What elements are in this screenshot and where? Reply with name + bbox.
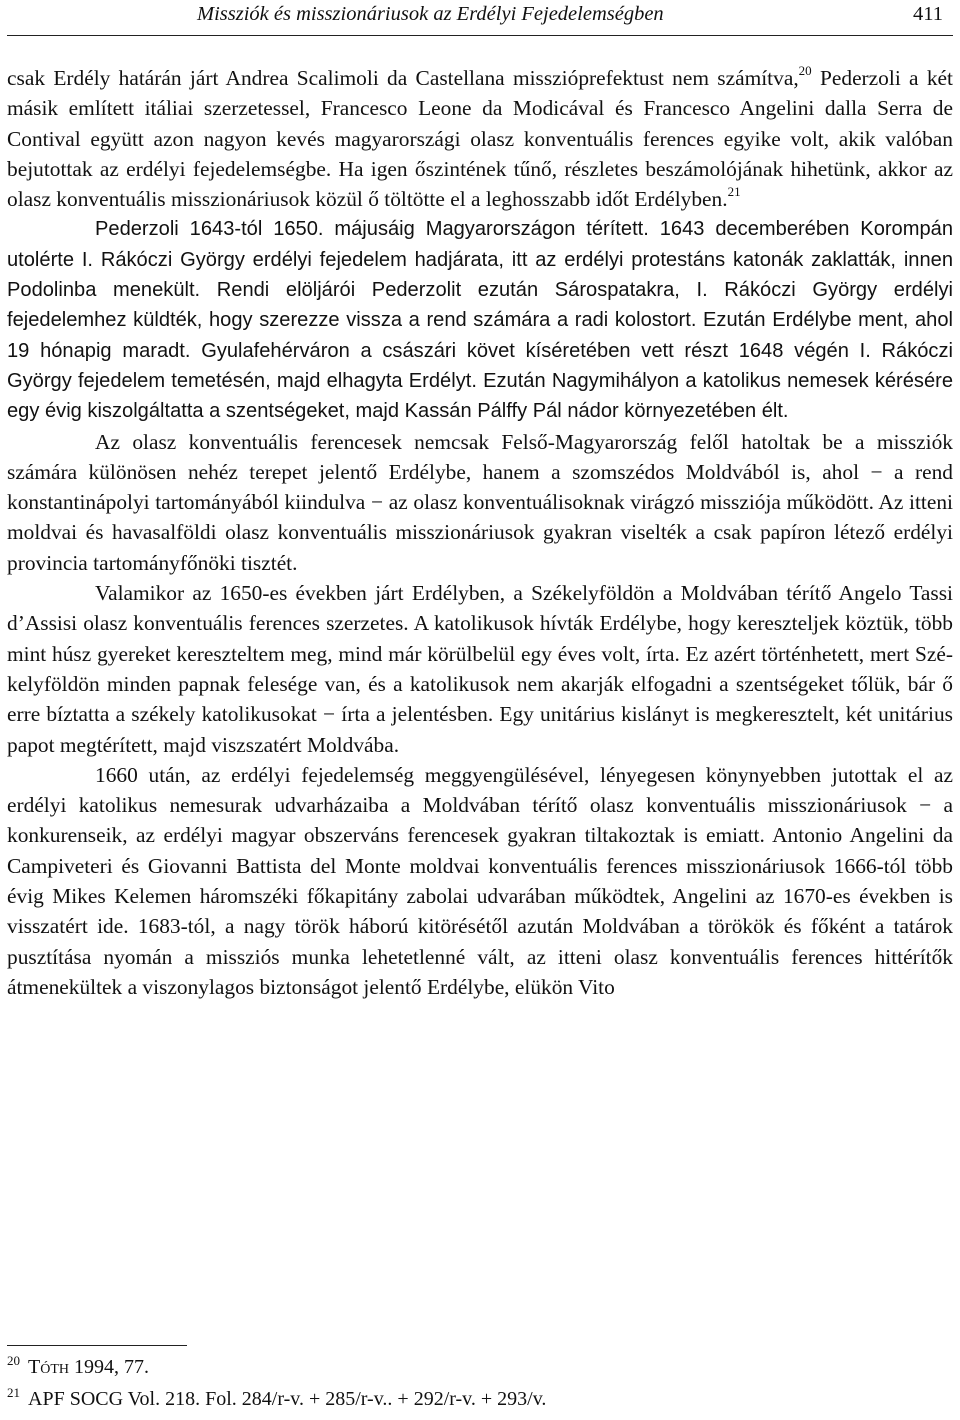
footnote-rule	[7, 1345, 187, 1346]
paragraph-4: Valamikor az 1650-es években járt Erdélyben, a Székelyföldön a Moldvában térítő Angelo Tassi d’Assisi olasz konventuális ferences szerzetes. A katolikusok hívták Erdélybe, hogy kereszteljek köztük, több mint húsz gyereket kereszteltem meg, mind már körülbelül egy éves volt, írta. Ez azért történhetett, mert Székelyföldön minden papnak felesége van, és a katolikusok nem akarják elfogadni a szentségeket tőlük, bár ő erre bíztatta a székely katolikusokat − írta a jelentésben. Egy unitárius kislányt is megkeresztelt, két unitárius papot megtérített, majd viszszatért Moldvába.	[7, 581, 953, 757]
header-rule	[7, 35, 953, 36]
book-page	[7, 0, 953, 1410]
paragraph-5: 1660 után, az erdélyi fejedelemség meggyengülésével, lényegesen könynyebben jutottak el az erdélyi katolikus nemesurak udvarházaiba a Moldvában térítő olasz konventuális misszionáriusok − a konkurenseik, az erdélyi magyar obszerváns ferencesek gyakran tiltakoztak is emiatt. Antonio Angelini da Campiveteri és Giovanni Battista del Monte moldvai konventuális ferences misszionáriusok 1666-tól több évig Mikes Kelemen háromszéki főkapitány zabolai udvarában működtek, Angelini az 1670-es években is visszatért ide. 1683-tól, a nagy török háború kitörésétől azután Moldvában a törökök és főként a tatárok pusztítása nyomán a missziós munka lehetetlenné vált, az itteni olasz konventuális ferences hittérítők átmenekültek a viszonylagos biztonságot jelentő Erdélybe, elükön Vito	[7, 762, 953, 999]
footnote-text: APF SOCG Vol. 218. Fol. 284/r-v. + 285/r-v.. + 292/r-v. + 293/v.	[28, 1388, 547, 1410]
paragraph-1	[7, 63, 953, 214]
footnote-21	[7, 1384, 546, 1416]
paragraph-2: Pederzoli 1643-tól 1650. májusáig Magyarországon térített. 1643 decemberében Korompán utolérte I. Rákóczi György erdélyi fejedelem hadjárata, itt az erdélyi protestáns katonák zaklatták, innen Podolinba menekült. Rendi elöljárói Pederzolit ezután Sárospatakra, I. Rákóczi György erdélyi fejedelemhez küldték, hogy szerezze vissza a rend számára a radi kolostort. Ezután Erdélybe ment, ahol 19 hónapig maradt. Gyulafehérváron a császári követ kíséretében vett részt 1648 végén I. Rákóczi György fejedelem temetésén, majd elhagyta Erdélyt. Ezután Nagymihályon a katolikus nemesek kérésére egy évig kiszolgáltatta a szentségeket, majd Kassán Pálffy Pál nádor környezetében élt.	[7, 218, 953, 423]
paragraph-3: Az olasz konventuális ferencesek nemcsak Felső-Magyarország felől hatoltak be a missziók számára különösen nehéz terepet jelentő Erdélybe, hanem a szomszédos Moldvából is, ahol − a rend konstantinápolyi tartományából kiindulva − az olasz konventuálisoknak virágzó missziója működött. Az itteni moldvai és havasalföldi olasz konventuális misszionáriusok gyakran viselték a csak papíron létező erdélyi provincia tartományfőnöki tisztét.	[7, 429, 953, 575]
page-number: 411	[913, 3, 943, 25]
paragraph-1-text-b: Pederzoli a két másik említett itáliai szerzetessel, Francesco Leone da Modicával és Francesco Angelini dalla Serra de Contival együtt azon nagyon kevés magyarországi olasz konventuális ferences egyike volt, akik valóban bejutottak az erdélyi fejedelemségbe. Ha igen őszintének tűnő, részletes beszámolójának hihetünk, akkor az olasz konventuális misszionáriusok közül ő töltötte el a leghosszabb időt Erdélyben.	[7, 66, 953, 212]
footnote-ref-20[interactable]: 20	[798, 62, 812, 78]
running-header	[7, 2, 953, 32]
footnote-20	[7, 1352, 546, 1384]
paragraph-1-text-a: csak Erdély határán járt Andrea Scalimoli da Castellana misszióprefektust nem számítva,	[7, 66, 799, 90]
footnote-ref-21[interactable]: 21	[727, 184, 741, 200]
footnote-text: Tóth 1994, 77.	[28, 1356, 149, 1378]
footnote-number: 21	[7, 1385, 20, 1400]
running-title: Missziók és misszionáriusok az Erdélyi Fejedelemségben	[197, 3, 664, 25]
footnote-number: 20	[7, 1353, 20, 1368]
footnotes	[7, 1352, 546, 1416]
main-text	[7, 63, 953, 1002]
